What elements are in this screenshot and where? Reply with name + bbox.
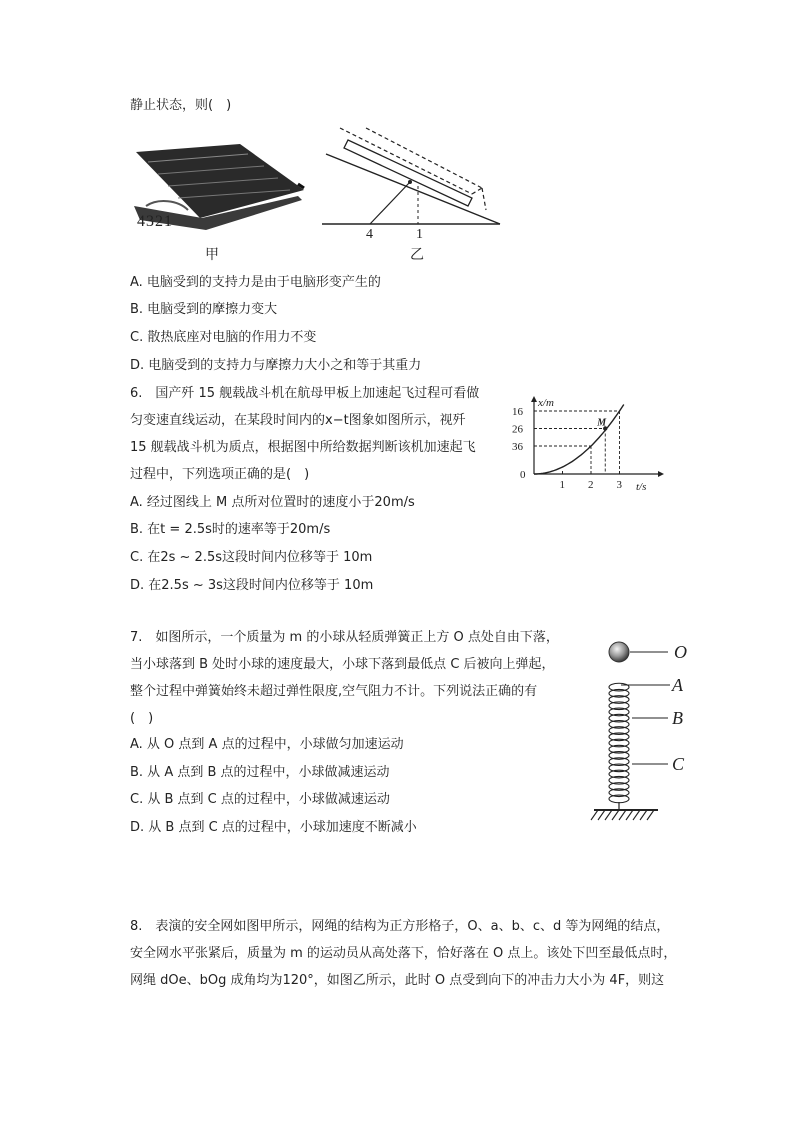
laptop-slab — [344, 140, 472, 206]
ground-hatch — [598, 810, 605, 820]
figure-yi-incline — [322, 124, 504, 230]
y-tick-label-36: 16 — [512, 406, 523, 418]
q5-option-c: C. 散热底座对电脑的作用力不变 — [130, 330, 317, 345]
q6-stem-line-4: 过程中，下列选项正确的是( ) — [130, 467, 310, 482]
ground-hatch — [626, 810, 633, 820]
q7-option-d: D. 从 B 点到 C 点的过程中，小球加速度不断减小 — [130, 820, 417, 835]
spring-figure — [590, 636, 700, 828]
q7-stem-line-2: 当小球落到 B 处时小球的速度最大，小球下落到最低点 C 后被向上弹起， — [130, 657, 555, 672]
q7-option-c: C. 从 B 点到 C 点的过程中，小球做减速运动 — [130, 792, 390, 807]
ground-hatch — [633, 810, 640, 820]
x-tick-label-3: 3 — [616, 479, 622, 491]
origin-label: 0 — [520, 469, 526, 481]
ground-hatch — [619, 810, 626, 820]
q8-stem-line-2: 安全网水平张紧后，质量为 m 的运动员从高处落下，恰好落在 O 点上。该处下凹至最低点时， — [130, 946, 677, 961]
spring-coils — [609, 683, 629, 802]
q7-option-a: A. 从 O 点到 A 点的过程中，小球做匀加速运动 — [130, 737, 404, 752]
label-a: A — [672, 675, 683, 695]
q7-stem-line-3: 整个过程中弹簧始终未超过弹性限度,空气阻力不计。下列说法正确的有 — [130, 684, 538, 699]
figure-jia-caption: 甲 — [205, 247, 219, 263]
q8-stem-line-1: 8. 表演的安全网如图甲所示，网绳的结构为正方形格子，O、a、b、c、d 等为网绳的结点， — [130, 919, 670, 934]
q7-stem-line-1: 7. 如图所示，一个质量为 m 的小球从轻质弹簧正上方 O 点处自由下落， — [130, 630, 559, 645]
q6-stem-line-2: 匀变速直线运动，在某段时间内的x−t图象如图所示，视歼 — [130, 413, 466, 428]
q6-stem-line-1: 6. 国产歼 15 舰载战斗机在航母甲板上加速起飞过程可看做 — [130, 386, 480, 401]
y-axis-arrow — [531, 396, 537, 402]
point-m-label: M — [597, 417, 607, 429]
x-axis-arrow — [658, 471, 664, 477]
ground-hatch — [591, 810, 598, 820]
q5-stem-tail: 静止状态，则( ) — [130, 98, 232, 113]
jia-tick-labels: 4321 — [137, 213, 173, 230]
q7-option-b: B. 从 A 点到 B 点的过程中，小球做减速运动 — [130, 765, 390, 780]
q8-stem-line-3: 网绳 dOe、bOg 成角均为120°，如图乙所示，此时 O 点受到向下的冲击力大小为 4F，则这 — [130, 973, 665, 988]
y-tick-label-16: 36 — [512, 441, 523, 453]
ball — [609, 642, 629, 662]
x-tick-label-1: 1 — [559, 479, 565, 491]
y-tick-label-26: 26 — [512, 423, 523, 436]
q6-option-c: C. 在2s ~ 2.5s这段时间内位移等于 10m — [130, 550, 373, 565]
label-c: C — [672, 754, 685, 774]
yi-label-1: 1 — [416, 227, 423, 242]
yi-label-4: 4 — [366, 227, 373, 242]
q5-option-b: B. 电脑受到的摩擦力变大 — [130, 302, 278, 317]
figure-jia-laptop-stand — [128, 140, 306, 262]
q7-stem-line-4: ( ) — [130, 711, 154, 726]
q6-option-a: A. 经过图线上 M 点所对位置时的速度小于20m/s — [130, 495, 415, 510]
x-axis-label: t/s — [636, 481, 647, 493]
series-line — [534, 405, 624, 475]
label-b: B — [672, 708, 683, 728]
incline-surface — [326, 154, 500, 224]
q6-stem-line-3: 15 舰载战斗机为质点，根据图中所给数据判断该机加速起飞 — [130, 440, 476, 455]
y-axis-label: x/m — [538, 397, 554, 409]
figure-yi-caption: 乙 — [410, 247, 424, 263]
ground-hatch — [612, 810, 619, 820]
x-tick-label-2: 2 — [588, 479, 594, 491]
ground-hatch — [605, 810, 612, 820]
ground-hatch — [640, 810, 647, 820]
q6-option-d: D. 在2.5s ~ 3s这段时间内位移等于 10m — [130, 578, 374, 593]
q5-option-a: A. 电脑受到的支持力是由于电脑形变产生的 — [130, 275, 381, 290]
label-o: O — [674, 642, 687, 662]
ground-hatch — [647, 810, 654, 820]
q6-option-b: B. 在t = 2.5s时的速率等于20m/s — [130, 522, 331, 537]
support-rod — [370, 182, 410, 224]
xt-graph — [508, 394, 664, 496]
q5-option-d: D. 电脑受到的支持力与摩擦力大小之和等于其重力 — [130, 358, 422, 373]
